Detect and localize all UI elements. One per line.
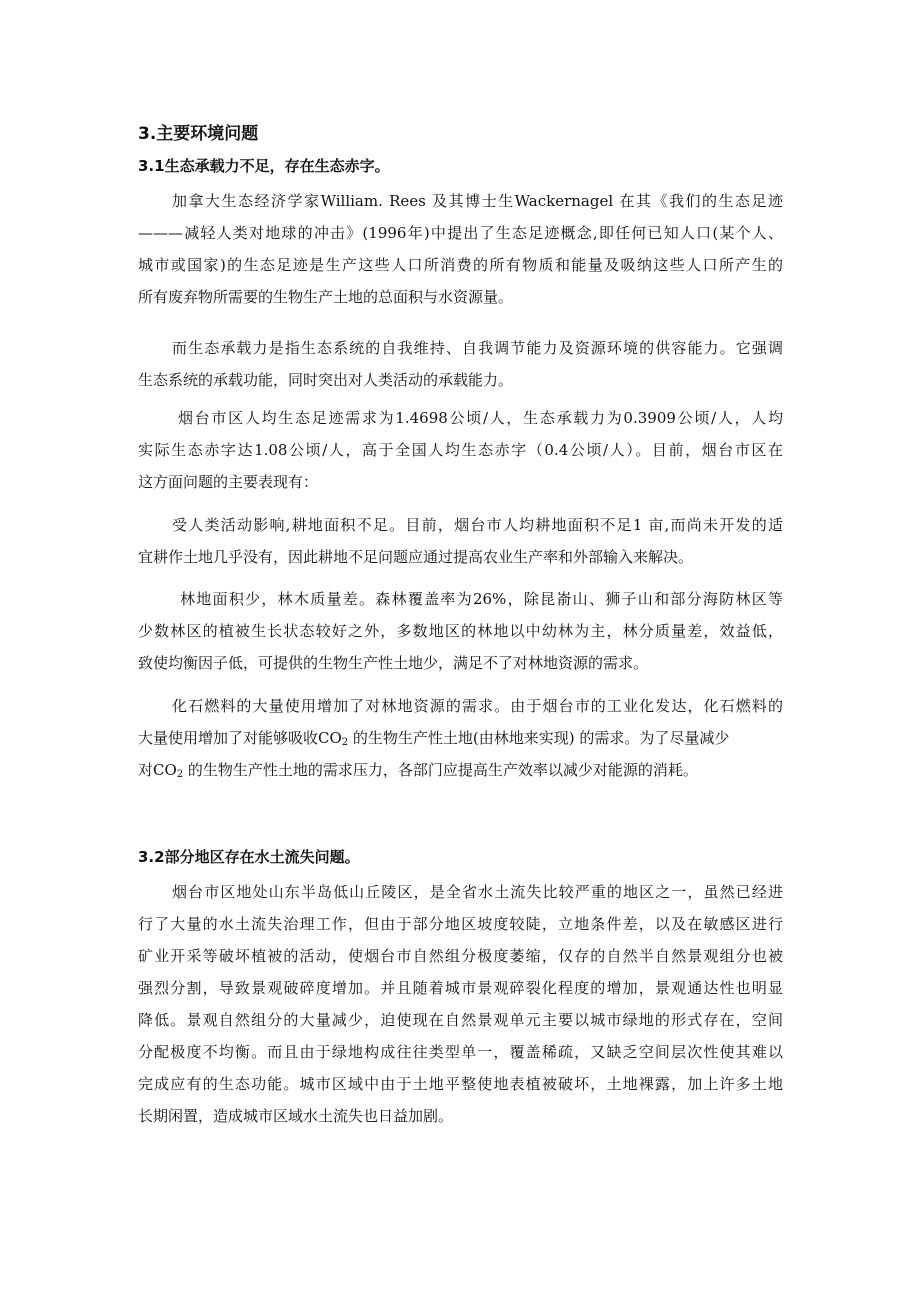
paragraph-line: 完成应有的生态功能。城市区域中由于土地平整使地表植被破坏，土地裸露，加上许多土地: [138, 1075, 783, 1093]
section-3-2-heading: 3.2部分地区存在水土流失问题。: [138, 848, 360, 866]
paragraph-line: 生态系统的承载功能，同时突出对人类活动的承载能力。: [138, 371, 514, 389]
paragraph-line: 而生态承载力是指生态系统的自我维持、自我调节能力及资源环境的供容能力。它强调: [172, 339, 783, 357]
subscript-2: 2: [341, 737, 349, 748]
text-run: 的生物生产性土地的需求压力，各部门应提高生产效率以减少对能源的消耗。: [183, 761, 698, 779]
paragraph-line: 行了大量的水土流失治理工作，但由于部分地区坡度较陡，立地条件差，以及在敏感区进行: [138, 915, 783, 933]
paragraph-line: 宜耕作土地几乎没有，因此耕地不足问题应通过提高农业生产率和外部输入来解决。: [138, 548, 694, 566]
s31-paragraph-6: [138, 690, 783, 786]
s31-paragraph-4: [138, 509, 783, 573]
paragraph-line: 少数林区的植被生长状态较好之外，多数地区的林地以中幼林为主，林分质量差，效益低，: [138, 622, 783, 640]
text-run: 大量使用增加了对能够吸收CO: [138, 729, 342, 747]
paragraph-line: 所有废弃物所需要的生物生产土地的总面积与水资源量。: [138, 288, 514, 306]
paragraph-line: [138, 754, 783, 786]
paragraph-line: 致使均衡因子低，可提供的生物生产性土地少，满足不了对林地资源的需求。: [138, 654, 649, 672]
paragraph-line: 长期闲置，造成城市区域水土流失也日益加剧。: [138, 1107, 454, 1125]
paragraph-line: 林地面积少，林木质量差。森林覆盖率为26%，除昆嵛山、狮子山和部分海防林区等: [180, 590, 783, 608]
section-3-1-heading: 3.1生态承载力不足，存在生态赤字。: [138, 157, 390, 175]
paragraph-line: ———减轻人类对地球的冲击》(1996年)中提出了生态足迹概念,即任何已知人口(某个人、: [138, 224, 783, 242]
paragraph-line: 受人类活动影响,耕地面积不足。目前，烟台市人均耕地面积不足1 亩,而尚未开发的适: [172, 516, 783, 534]
s31-paragraph-2: [138, 332, 783, 396]
paragraph-line: [138, 722, 783, 754]
text-run: 的生物生产性土地(由林地来实现) 的需求。为了尽量减少: [348, 729, 730, 747]
paragraph-line: 烟台市区地处山东半岛低山丘陵区，是全省水土流失比较严重的地区之一，虽然已经进: [172, 883, 783, 901]
paragraph-line: 降低。景观自然组分的大量减少，迫使现在自然景观单元主要以城市绿地的形式存在，空间: [138, 1011, 783, 1029]
s31-paragraph-3: [138, 402, 783, 498]
subscript-2: 2: [176, 769, 184, 780]
paragraph-line: 化石燃料的大量使用增加了对林地资源的需求。由于烟台市的工业化发达，化石燃料的: [172, 697, 783, 715]
paragraph-line: 强烈分割，导致景观破碎度增加。并且随着城市景观碎裂化程度的增加，景观通达性也明显: [138, 979, 783, 997]
s31-paragraph-5: [138, 583, 783, 679]
paragraph-line: 矿业开采等破坏植被的活动，使烟台市自然组分极度萎缩，仅存的自然半自然景观组分也被: [138, 947, 783, 965]
text-run: 对CO: [138, 761, 177, 779]
paragraph-line: 加拿大生态经济学家William. Rees 及其博士生Wackernagel 在其《我们的生态足迹: [172, 192, 783, 210]
s31-paragraph-1: [138, 185, 783, 313]
paragraph-line: 城市或国家)的生态足迹是生产这些人口所消费的所有物质和能量及吸纳这些人口所产生的: [138, 256, 783, 274]
s32-paragraph-1: [138, 876, 783, 1132]
paragraph-line: 烟台市区人均生态足迹需求为1.4698公顷/人，生态承载力为0.3909公顷/人，人均: [178, 409, 783, 427]
paragraph-line: 分配极度不均衡。而且由于绿地构成往往类型单一，覆盖稀疏，又缺乏空间层次性使其难以: [138, 1043, 783, 1061]
paragraph-line: 实际生态赤字达1.08公顷/人，高于全国人均生态赤字（0.4公顷/人）。目前，烟台市区在: [138, 441, 783, 459]
section-3-heading: 3.主要环境问题: [138, 124, 259, 144]
paragraph-line: 这方面问题的主要表现有：: [138, 473, 319, 491]
